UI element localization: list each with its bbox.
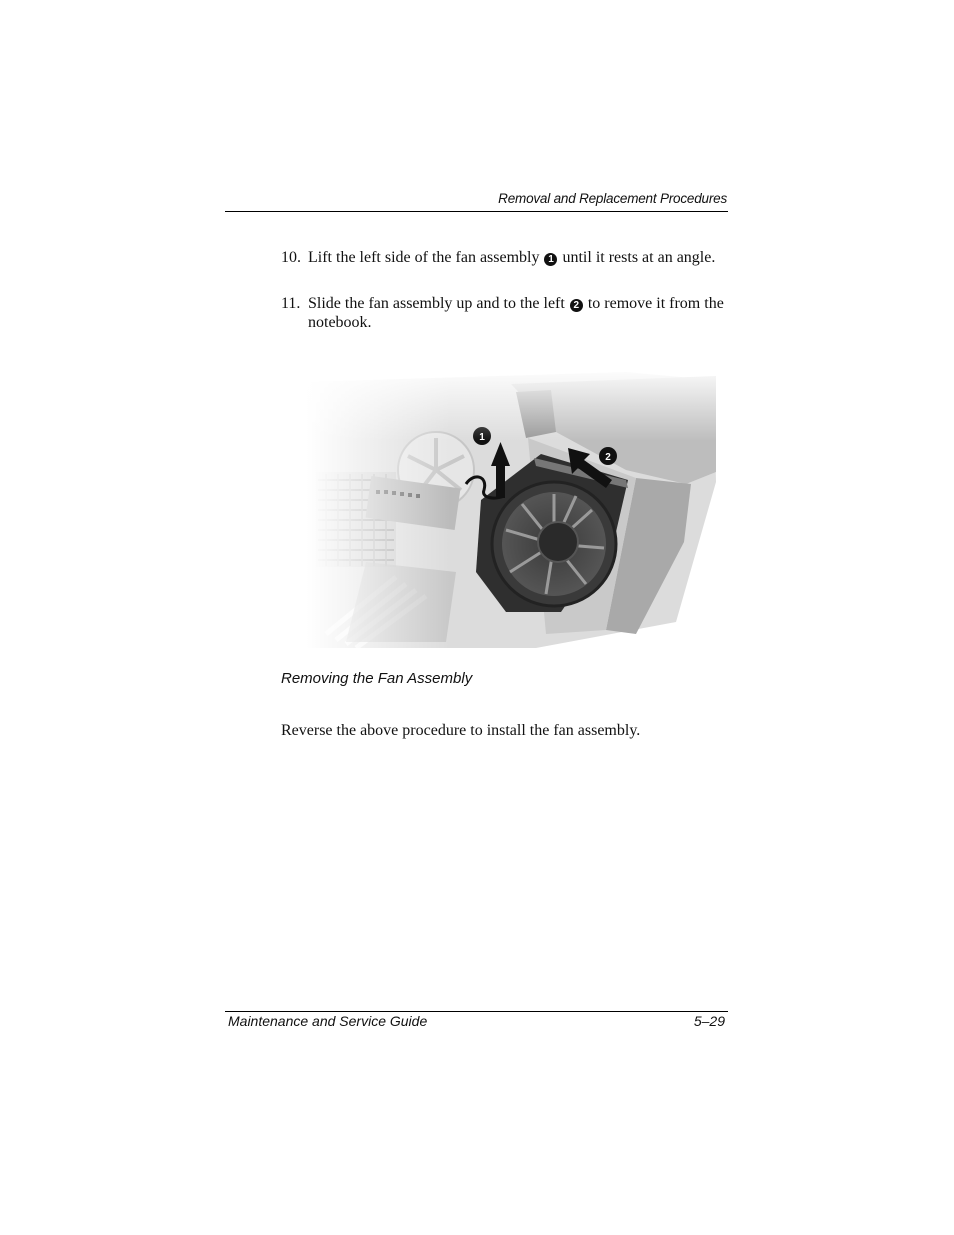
callout-2-icon: 2 [570, 299, 583, 312]
running-header: Removal and Replacement Procedures [498, 191, 727, 206]
step-number: 10. [281, 249, 301, 266]
step-10 [281, 248, 731, 267]
step-text-before: Lift the left side of the fan assembly [308, 249, 540, 266]
header-rule [225, 211, 728, 212]
step-number: 11. [281, 295, 301, 312]
fan-removal-diagram [306, 372, 718, 648]
callout-1-icon: 1 [544, 253, 557, 266]
fan-assembly-illustration [306, 372, 718, 648]
footer-rule [225, 1011, 728, 1012]
step-text-before: Slide the fan assembly up and to the left [308, 295, 565, 312]
step-11 [281, 294, 731, 332]
footer-guide-title: Maintenance and Service Guide [228, 1013, 428, 1029]
step-text-after: until it rests at an angle. [562, 249, 716, 266]
step-text-after: to remove it from the notebook. [308, 295, 724, 331]
page-number: 5–29 [693, 1013, 725, 1029]
step-text [308, 248, 731, 267]
reverse-instruction: Reverse the above procedure to install the fan assembly. [281, 722, 641, 739]
figure-caption: Removing the Fan Assembly [281, 670, 473, 687]
step-text [308, 294, 731, 332]
